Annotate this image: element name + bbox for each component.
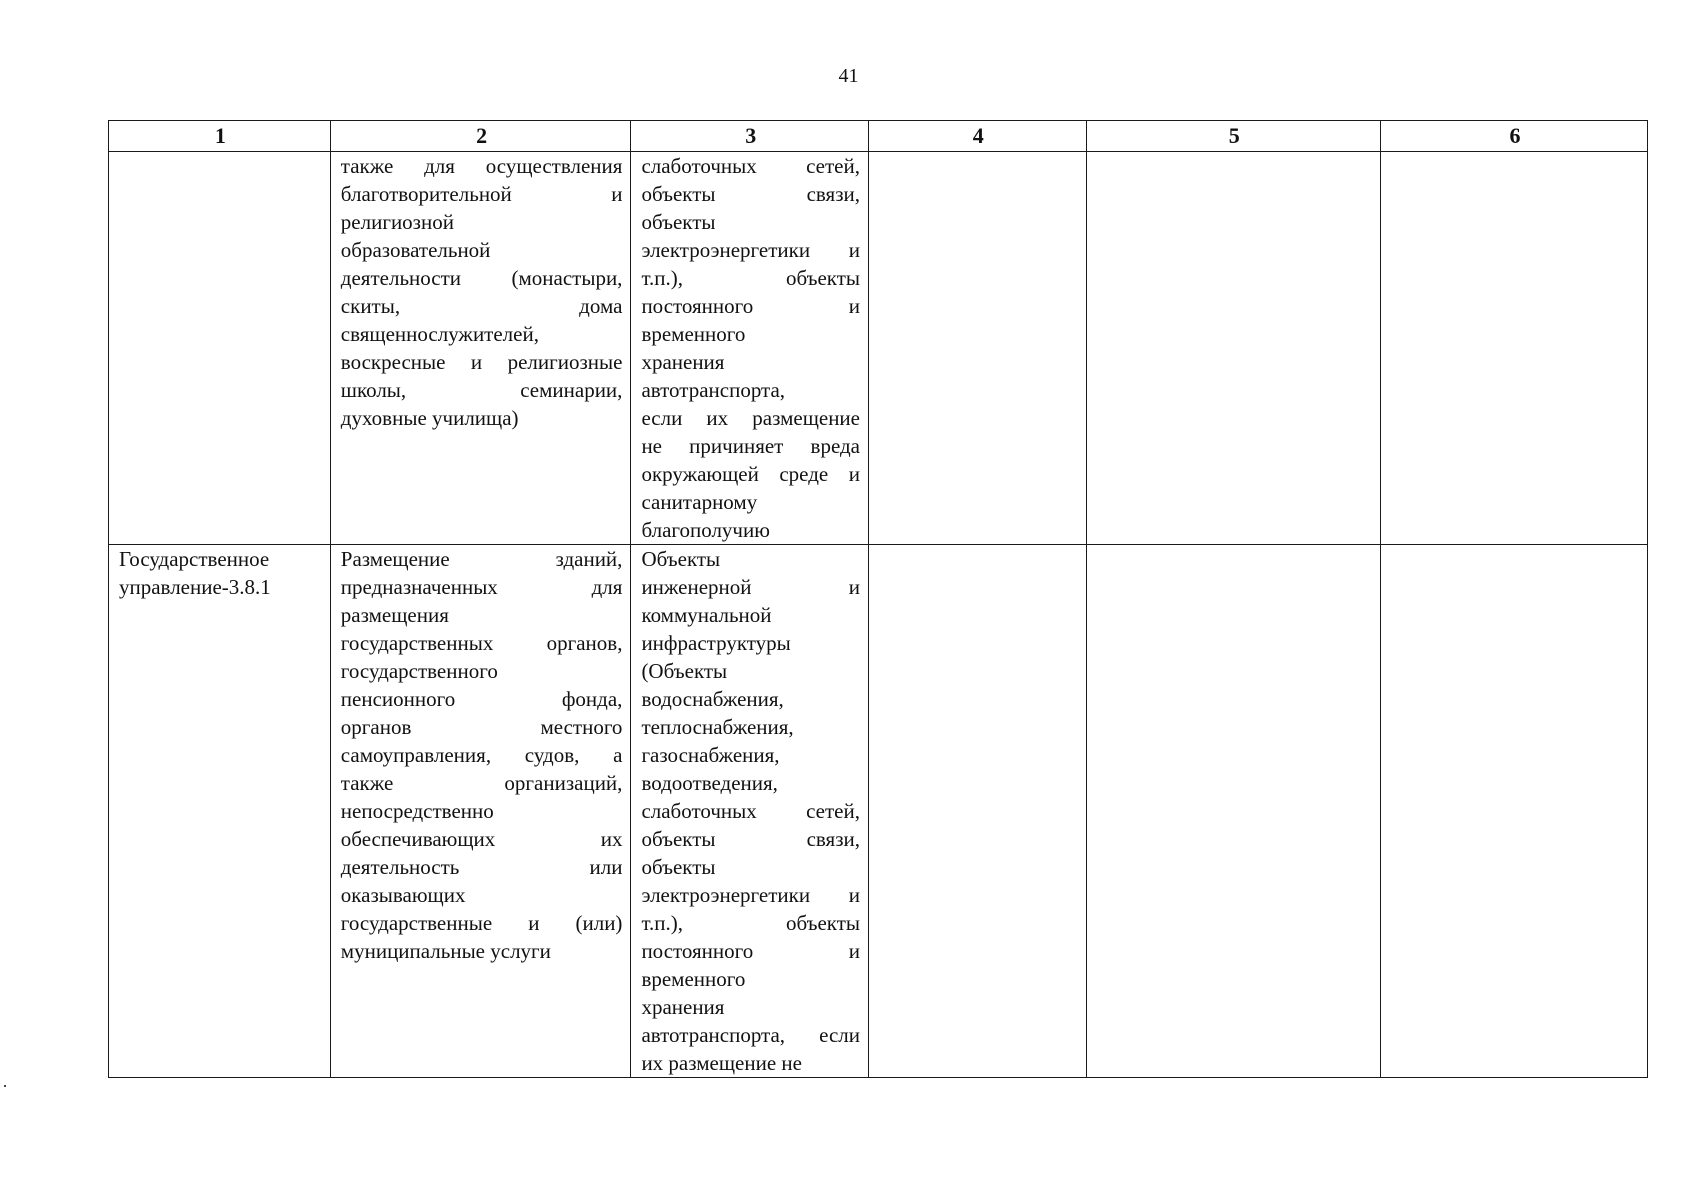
cell-text-line: их размещение не (641, 1051, 802, 1075)
cell-text-line: размещения (340, 603, 449, 627)
cell-text-line: электроэнергетики и (641, 238, 860, 262)
cell-text-line: постоянного и (641, 294, 860, 318)
column-header-2: 2 (330, 121, 631, 152)
cell-text-line: инфраструктуры (641, 631, 791, 655)
land-use-table (108, 120, 1648, 1078)
cell-text-line: образовательной (340, 238, 491, 262)
cell-col6 (1380, 545, 1647, 1078)
cell-text-line: газоснабжения, (641, 743, 780, 767)
cell-text-line: т.п.), объекты (641, 911, 860, 935)
cell-text-line: инженерной и (641, 575, 860, 599)
table-header-row (109, 121, 1648, 152)
column-header-3: 3 (631, 121, 869, 152)
cell-text-line: благотворительной и (340, 182, 623, 206)
cell-text-line: деятельности (монастыри, (340, 266, 623, 290)
cell-text-line: также организаций, (340, 771, 623, 795)
page-number: 41 (838, 65, 859, 87)
cell-description (330, 545, 631, 1078)
cell-text-line: органов местного (340, 715, 623, 739)
cell-text-line: временного (641, 967, 746, 991)
cell-text-line: непосредственно (340, 799, 494, 823)
cell-text-line: автотранспорта, (641, 378, 786, 402)
cell-text-line: Объекты (641, 547, 721, 571)
cell-auxiliary-uses (631, 152, 869, 545)
cell-text-line: религиозной (340, 210, 454, 234)
cell-col5 (1086, 545, 1380, 1078)
cell-text-line: объекты (641, 855, 716, 879)
column-header-4: 4 (869, 121, 1087, 152)
line-list (641, 152, 860, 544)
table-row (109, 545, 1648, 1078)
cell-text-line: государственные и (или) (340, 911, 623, 935)
cell-text-line: воскресные и религиозные (340, 350, 623, 374)
cell-text-line: государственного (340, 659, 498, 683)
column-header-5: 5 (1086, 121, 1380, 152)
cell-text-line: самоуправления, судов, а (340, 743, 623, 767)
cell-text-line: если их размещение (641, 406, 860, 430)
cell-use-type (109, 152, 331, 545)
line-list (641, 545, 860, 1077)
cell-text-line: хранения (641, 995, 725, 1019)
cell-text-line: санитарному (641, 490, 758, 514)
cell-text-line: слаботочных сетей, (641, 154, 860, 178)
cell-text-line: окружающей среде и (641, 462, 860, 486)
cell-text-line: объекты связи, (641, 827, 860, 851)
cell-col4 (869, 152, 1087, 545)
cell-text-line: государственных органов, (340, 631, 623, 655)
cell-text-line: водоснабжения, (641, 687, 784, 711)
cell-text-line: благополучию (641, 518, 770, 542)
cell-text-line: скиты, дома (340, 294, 623, 318)
cell-col6 (1380, 152, 1647, 545)
cell-text-line: электроэнергетики и (641, 883, 860, 907)
cell-text-line: водоотведения, (641, 771, 778, 795)
column-header-1: 1 (109, 121, 331, 152)
cell-text-line: постоянного и (641, 939, 860, 963)
cell-text-line: духовные училища) (340, 406, 519, 430)
cell-text-line: коммунальной (641, 603, 772, 627)
cell-text-line: священнослужителей, (340, 322, 539, 346)
cell-text-line: (Объекты (641, 659, 728, 683)
cell-text-line: школы, семинарии, (340, 378, 623, 402)
line-list (341, 152, 623, 432)
line-list (341, 545, 623, 965)
cell-text-line: временного (641, 322, 746, 346)
scan-artifact (4, 1085, 6, 1087)
cell-text-line: деятельность или (340, 855, 623, 879)
cell-text-line: Размещение зданий, (340, 547, 623, 571)
cell-text-line: не причиняет вреда (641, 434, 860, 458)
column-header-6: 6 (1380, 121, 1647, 152)
cell-col4 (869, 545, 1087, 1078)
cell-description (330, 152, 631, 545)
cell-use-type: Государственное управление-3.8.1 (109, 545, 331, 1078)
cell-text-line: объекты связи, (641, 182, 860, 206)
cell-text-line: объекты (641, 210, 716, 234)
cell-text-line: предназначенных для (340, 575, 623, 599)
cell-text-line: теплоснабжения, (641, 715, 794, 739)
cell-text-line: автотранспорта, если (641, 1023, 860, 1047)
cell-text-line: также для осуществления (340, 154, 623, 178)
cell-text-line: пенсионного фонда, (340, 687, 623, 711)
cell-text-line: слаботочных сетей, (641, 799, 860, 823)
cell-text-line: хранения (641, 350, 725, 374)
table-row (109, 152, 1648, 545)
cell-auxiliary-uses (631, 545, 869, 1078)
cell-text-line: т.п.), объекты (641, 266, 860, 290)
cell-text-line: обеспечивающих их (340, 827, 623, 851)
cell-text-line: оказывающих (340, 883, 466, 907)
cell-col5 (1086, 152, 1380, 545)
cell-text-line: муниципальные услуги (340, 939, 551, 963)
